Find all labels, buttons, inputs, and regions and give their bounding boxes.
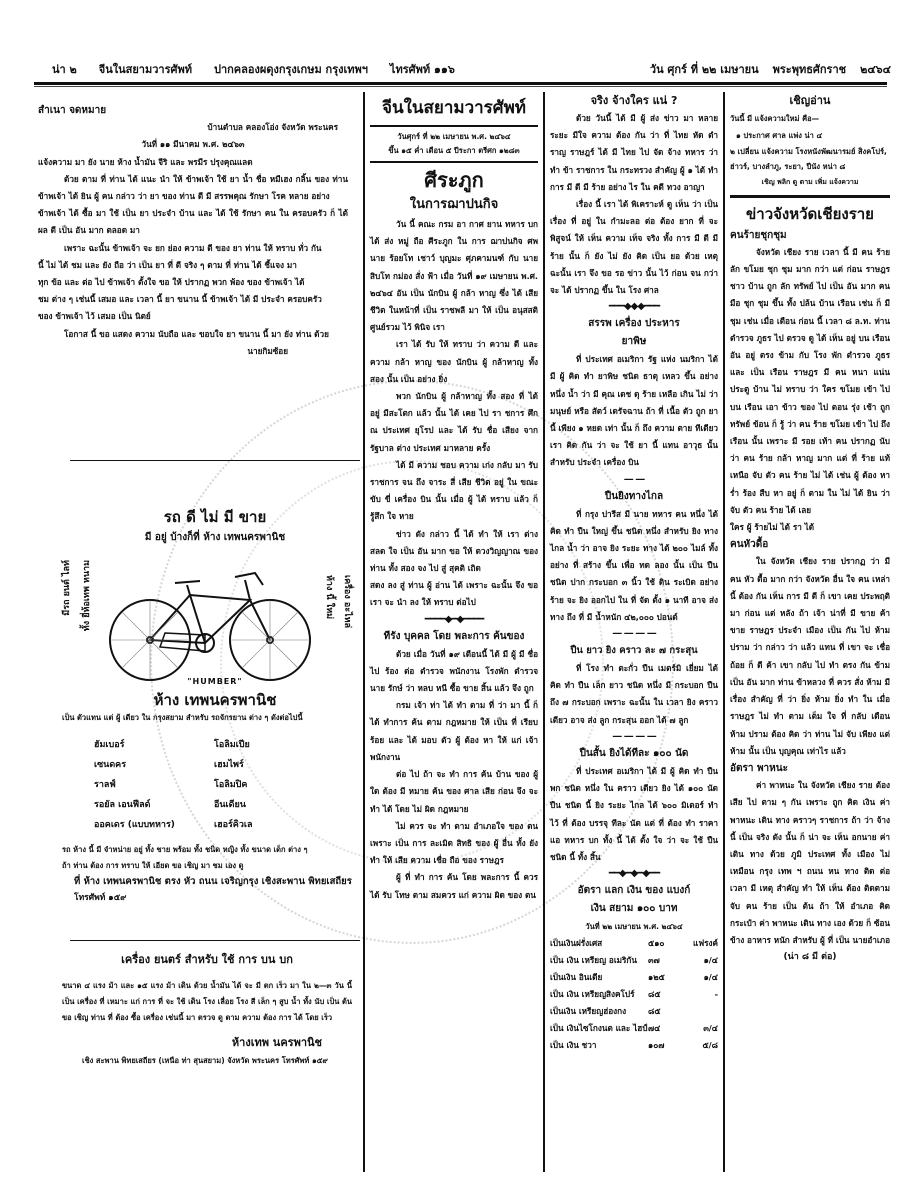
brand-item: โอลิมปิค [214,780,248,790]
letter-closing: โอกาส นี้ ขอ แสดง ความ นับถือ และ ขอบใจ ยา ขนาน นี้ มา ยัง ท่าน ด้วย [64,328,329,339]
exchange-rate-table [550,935,718,1054]
editorial-paragraph: สดง ลง สู่ ท่าน ผู้ อ่าน ได้ เพราะ ฉะนั้น จึง ขอ เรา จะ นำ ลง ให้ ทราบ ต่อไป [370,580,538,608]
question-paragraph: เรื่อง นี้ เรา ได้ พิเคราะห์ ดู เห็น ว่า เป็น เรื่อง ที่ อยู่ ใน กำมะลอ ต่อ ต้อง ยาก ที่ จะ พิสูจน์ ให้ เห็น ความ เท็จ จริง ทั้ง การ มี ดี มี ร้าย นั้น ก็ ยัง ไม่ ยัง คิด เป็น ยอ ด้วย เหตุ ฉะนั้น เรา จึง ขอ รอ ข่าว นั้น ไว้ ก่อน จน กว่า จะ ได้ ปรากฏ ขึ้น ใน โรง ศาล [550,199,718,296]
ornament-divider: ━━◆━◆━◆━━ [608,868,660,880]
gun2-paragraph: ที่ โรง ทำ ตะกั่ว ปืน เมตร์มิ เยี่ยม ได้ คิด ทำ ปืน เล็ก ยาว ชนิด หนึ่ง มี กระบอก ปืน ถึง ๗ กระบอก เพราะ ฉะนั้น ใน เวลา ยิง คราว เดียว อาจ ส่ง ลูก กระสุน ออก ได้ ๗ ลูก [550,663,718,725]
ad-headline: รถ ดี ไม่ มี ขาย [163,508,267,526]
province-subtitle: อัตรา พาหนะ [730,762,788,774]
gun3-paragraph: ที่ ประเทศ อเมริกา ได้ มี ผู้ คิด ทำ ปืน พก ชนิด หนึ่ง ใน คราว เดียว ยิง ได้ ๑๐๐ นัด ปืน ชนิด นี้ ยิง ระยะ ไกล ได้ ๖๐๐ มิเตอร์ ทำ ไว้ ที่ ต้อง บรรจุ ทีละ นัด แต่ ที่ ต้อง ทำ ราคา แอ ทหาร บก ทั้ง นี้ ได้ ตั้ง ใจ ว่า จะ ใช้ ปืน ชนิด นี้ ทั้ง สิ้น [550,765,718,862]
exchange-subtitle: เงิน สยาม ๑๐๐ บาท [590,903,678,915]
letter-paragraph: ด้วย ตาม ที่ ท่าน ได้ แนะ นำ ให้ ข้าพเจ้า ใช้ ยา น้ำ ชื่อ หมีเฮง กลิ้น ของ ท่าน ข้าพเจ้า ได้ ยิน ผู้ คน กล่าว ว่า ยา ของ ท่าน ดี มี สรรพคุณ รักษา โรค หลาย อย่าง [38,173,348,202]
news-title: ทีรัง บุคคล โดย พละการ ค้นของ [383,630,525,642]
short-divider: — — — — [612,628,656,640]
continued-note: (น่า ๘ มี ต่อ) [783,952,837,963]
editorial-paragraph: วัน นี้ คณะ กรม อา กาศ ยาน ทหาร บก ได้ ส่ง หมู่ ถือ ศีระภูก ใน การ ฌาปนกิจ ศพ นาย ร้อยโท เชาว์ บุญมะ ศุภคามนฑ์ กับ นาย สิบโท กม่อง สั่ง ฟ้า เมื่อ วันที่ ๑๙ เมษายน พ.ศ. ๒๔๖๔ อัน เป็น นักบิน ผู้ กล้า หาญ ซึ่ง ได้ เสีย ชีวิต ในหน้าที่ เป็น ราชพลี มา ให้ เป็น อนุสสติ ศูนย์รวม ไว้ พินิจ เรา [370,219,538,333]
poison-title: ยาพิษ [621,336,647,348]
masthead-rule-thin [34,86,887,87]
column-4 [730,92,890,966]
title-rule [370,161,538,163]
letter-signature: นายกิมซ้อย [247,345,288,356]
rate-row: เป็นเงิน อินเดีย ๑๒๕ ๑/๔ [550,972,718,983]
letter-title: สำเนา จดหมาย [38,105,107,116]
era-label: พระพุทธศักราช [772,63,847,76]
ad-shop-name: ห้าง เทพนครพานิช [153,691,277,709]
brand-item: ราลฟ์ [94,780,116,790]
ad-intro: เป็น ตัวแทน แต่ ผู้ เดียว ใน กรุงสยาม สำหรับ รถจักรยาน ต่าง ๆ ดังต่อไปนี้ [62,713,303,722]
ad-side-text-left-2: ทั้ง ยี่ห้อเทพ หนาม [82,560,92,632]
notice-intro: วันนี้ มี แจ้งความใหม่ คือ— [730,114,820,123]
editorial-paragraph: เรา ได้ รับ ให้ ทราบ ว่า ความ ดี และ ความ กล้า หาญ ของ นักบิน ผู้ กล้าหาญ ทั้ง สอง นั้น เป็น อย่าง ยิ่ง [370,339,538,384]
exchange-title: อัตรา แลก เงิน ของ แบงก์ [577,885,691,897]
masthead [52,58,891,80]
rate-row: เป็น เงิน เหรียญ อเมริกัน ๓๗ ๑/๔ [550,955,718,966]
short-divider: — — [623,473,645,485]
gun3-title: ปืนสั้น ยิงได้ทีละ ๑๐๐ นัด [579,747,689,759]
rate-row: เป็น เงินไซโกงนต และ ไฮป์ ๗๔ ๓/๔ [550,1023,718,1034]
editorial-paragraph: ข่าว ดัง กล่าว นี้ ได้ ทำ ให้ เรา ต่าง สลด ใจ เป็น อัน มาก ขอ ให้ ดวงวิญญาณ ของ ท่าน ทั้ง สอง จง ไป สู่ สุคติ เถิด [370,528,538,574]
ad-footer [62,842,352,906]
editorial-paragraph: ได้ มี ความ ชอบ ความ เก่ง กลับ มา รับ ราชการ จน ถึง จาระ สี่ เสีย ชีวิต อยู่ ใน ขณะ ขับ ขี่ เครื่อง บิน นั้น เมื่อ ผู้ ได้ ทราบ แล้ว ก็ รู้สึก ใจ หาย [370,459,538,522]
engine-ad-body: ขนาด ๔ แรง ม้า และ ๑๕ แรง ม้า เดิน ด้วย น้ำมัน ได้ จะ มี ตก เร็ว มา ใน ๒—๓ วัน นี้ เป็น เครื่อง ที่ เหมาะ แก่ การ ที่ จะ ใช้ เดิน โรง เลื่อย โรง สี เล็ก ๆ สูบ น้ำ ทั้ง นับ เป็น ต้น ขอ เชิญ ท่าน ที่ ต้อง ซื้อ เครื่อง เช่นนี้ มา ตรวจ ดู ตาม ความ ต้อง การ ได้ โดย เร็ว [62,980,352,1022]
letter-paragraph: ชม ต่าง ๆ เช่นนี้ เสมอ และ เวลา นี้ ยา ขนาน นี้ ข้าพเจ้า ได้ มี ประจำ ครอบครัว [38,294,322,305]
ad-footer-line: ถ้า ท่าน ต้อง การ ทราบ ให้ เอียด ขอ เชิญ มา ชม เอง ดู [62,861,244,870]
ornament-divider: ━━━━◆━◆━━━━ [424,613,484,625]
brand-item: ฮัมเบอร์ [94,740,125,750]
gun1-title: ปืนยิงทางไกล [604,490,664,502]
province-paragraph: จังหวัด เชียง ราย เวลา นี้ มี คน ร้าย ลัก ขโมย ชุก ชุม มาก กว่า แต่ ก่อน ราษฎร ชาว บ้าน ถูก ลัก ทรัพย์ ไป เป็น อัน มาก คน มือ ชุก ชุม ขึ้น ทั้ง ปล้น บ้าน เรือน เช่น ก็ มี ชุม เช่น เมื่อ เดือน ก่อน นี้ เวลา ๘ ล.ท. ท่าน ตำรวจ ภูธร ไป ตรวจ ดู ได้ เห็น อยู่ บน เรือน อัน อยู่ ตรง ข้าม กับ โรง พัก ตำรวจ ภูธร และ เป็น เรือน ราษฎร มี คน หนา แน่น ประตู บ้าน ไม่ ทราบ ว่า ใคร ขโมย เข้า ไป บน เรือน เอา ข้าว ของ ไป ตอน รุ่ง เช้า ถูก ทรัพย์ ข้อน ก็ รู้ ว่า คน ร้าย ขโมย เข้า ไป ถึง เรือน นั้น เพราะ มี รอย เท้า คน ปรากฏ นับ ว่า คน ร้าย กล้า หาญ มาก แต่ ที่ ร้าย แท้ เหนือ จับ ตัว คน ร้าย ไม่ ได้ เช่น ผู้ ต้อง หา ร่ำ ร้อง สืบ หา อยู่ ก็ ตาม ใน ไม่ ได้ ยิน ว่า จับ ตัว คน ร้าย ได้ เลย [730,246,890,515]
paper-name: จีนในสยามวารศัพท์ [98,63,192,76]
province-paragraph-end: ใคร ผู้ ร้ายไม่ ได้ รา ได้ [730,522,815,533]
engine-ad-shop: ห้างเทพ นครพานิช [231,1036,322,1049]
letter-address: บ้านตำบล คลองโอ่ง จังหวัด พระนคร [207,122,338,133]
province-paragraph: ใน จังหวัด เชียง ราย ปรากฏ ว่า มี คน หัว ดื้อ มาก กว่า จังหวัด อื่น ใจ คน เหล่า นี้ ต้อง กัน เห็น การ มี ดี ก็ เขา เคย ประพฤติ มา ก่อน แต่ หลัง ถ้า เจ้า น่าที่ มี ขาย ค้า ขาย ราษฎร ประจำ เมือง เป็น กัน ไป ห้าม ปราม ว่า กล่าว ว่า แล้ว แทน ที่ เขา จะ เชื่อ ถ้อย ก็ ดี ค้า เขา กลับ ไป ทำ ตรง กัน ข้าม เป็น อัน มาก ท่าน ข้าหลวง ที่ ควร สั่ง ห้าม มี เรื่อง สำคัญ ที่ ว่า ยิ่ง ห้าม ยิ่ง ทำ ใน เมื่อ ราษฎร ไม่ ทำ ตาม เต็ม ใจ ที่ กลับ เดือน ห้าม ปราม ต้อง คิด ว่า ท่าน ไม่ จับ เพียง แต่ ห้าม นั้น เป็น บุญคุณ เท่าไร แล้ว [730,556,890,756]
issue-date: วัน ศุกร์ ที่ ๒๒ เมษายน [649,63,759,76]
poison-paragraph: ที่ ประเทศ อเมริกา รัฐ แห่ง นมริกา ได้ มี ผู้ คิด ทำ ยาพิษ ชนิด ธาตุ เหลว ขึ้น อย่าง หนึ่ง น้ำ ว่า มี คุณ เดช ดุ ร้าย เหลือ เกิน ไม่ ว่า มนุษย์ หรือ สัตว์ เดรัจฉาน ถ้า ที่ เนื้อ ตัว ถูก ยา นี้ เพียง ๑ หยด เท่า นั้น ก็ ถึง ความ ตาย ทีเดียว เรา คิด กัน ว่า จะ ใช้ ยา นี้ แทน อาวุธ นั้น สำหรับ ประจำ เครื่อง บิน [550,354,718,468]
brand-item: อีนเดียน [214,800,246,810]
province-title: ข่าวจังหวัดเชียงราย [746,204,874,223]
engine-ad-title: เครื่อง ยนตร์ สำหรับ ใช้ การ บน บก [121,953,293,966]
ad-footer-line: รถ ห้าง นี้ มี จำหน่าย อยู่ ทั้ง ชาย พร้อม ทั้ง ชนิด หญิง ทั้ง ขนาด เด็ก ต่าง ๆ [62,845,308,854]
province-subtitle: คนหัวดื้อ [730,539,769,551]
editorial-subtitle: ในการฌาปนกิจ [409,197,499,212]
weapons-title: สรรพ เครื่อง ประหาร [588,318,680,330]
section-divider [70,940,360,941]
title-rule [370,125,538,127]
province-subtitle: คนร้ายชุกชุม [730,229,787,241]
section-divider [70,460,360,461]
phone: ไทรศัพท์ ๑๑๖ [389,63,455,76]
letter-paragraph: ทุก ข้อ และ ต่อ ไป ข้าพเจ้า ตั้งใจ ขอ ให้ ปรากฏ พวก พ้อง ของ ข้าพเจ้า ได้ [38,277,305,288]
letter-paragraph: ของ ข้าพเจ้า ไว้ เสมอ เป็น นิตย์ [38,311,151,322]
rate-row: เป็น เงิน ชวา ๑๐๗ ๕/๘ [550,1040,718,1051]
ad-side-text-right-1: ห้าง นี้ ใหม่ [324,575,334,620]
editorial-paragraph: พวก นักบิน ผู้ กล้าหาญ ทั้ง สอง ที่ ได้ อยู่ มีสะโตก แล้ว นั้น ได้ เคย ไป รา ชการ ศึก ณ ประเทศ ยุโรป และ ได้ รับ ชื่อ เสียง จาก รัฐบาล ต่าง ประเทศ มาหลาย ครั้ง [370,391,538,453]
news-paragraph: ไม่ ควร จะ ทำ ตาม อำเภอใจ ของ ตน เพราะ เป็น การ ละเมิด สิทธิ ของ ผู้ อื่น ทั้ง ยัง ทำ ให้ เสีย ความ เชื่อ ถือ ของ ราษฎร [370,820,538,866]
engine-ad-address: เชิง สะพาน พิทยเสถียร (เหนือ ท่า สุนสยาม) จังหวัด พระนคร โทรศัพท์ ๑๕๙ [82,1056,328,1065]
exchange-date: วันที่ ๒๒ เมษายน พ.ศ. ๒๔๖๔ [585,922,683,932]
page-number: น่า ๒ [52,63,77,76]
ad-footer-location: ที่ ห้าง เทพนครพานิช ตรง หัว ถนน เจริญกรุง เชิงสะพาน พิทยเสถียร [74,876,352,887]
lunar-date-line: ขึ้น ๑๕ ค่ำ เดือน ๕ ปีระกา ตรีศก ๑๒๘๓ [388,146,520,155]
column-3 [550,92,718,1054]
column-rule [723,92,725,1172]
letter-paragraph: นี้ ไม่ ได้ ชม และ ยัง ถือ ว่า เป็น ยา ที่ ดี จริง ๆ ตาม ที่ ท่าน ได้ ชี้แจง มา [38,259,297,270]
notice-item: ๒ เปลี่ยน แจ้งความ โรงหนังพัฒนารมย์ สิงคโปร์, ฮ่าวร์, บางลำภู, ระยา, ปีนัง หน่า ๘ [730,147,887,172]
column-rule [543,92,545,1172]
news-paragraph: ผู้ ที่ ทำ การ ค้น โดย พละการ นี้ ควร ได้ รับ โทษ ตาม สมควร แก่ ความ ผิด ของ ตน [370,872,538,900]
province-paragraph: ค่า พาหนะ ใน จังหวัด เชียง ราย ต้อง เสีย ไป ตาม ๆ กัน เพราะ ถูก คิด เงิน ค่า พาหนะ เดิน ทาง คราวๆ ราชการ ถ้า ว่า จ้าง นี้ เป็น จริง ดัง นั้น ก็ น่า จะ เห็น อกนาย ค่า เดิน ทาง ด้วย ภูมิ ประเทศ ทั้ง เมือง ไม่ เหมือน กรุง เทพ ฯ ถนน หน ทาง ติด ต่อ เวลา มี เหตุ สำคัญ ทำ ให้ เห็น ต้อง ติดตาม จับ คน ร้าย เป็น ต้น ถ้า ให้ อำเภอ คิด กระเป๋า ค่า พาหนะ เดิน ทาง เอง ด้วย ก็ ซ้อน ข้าง อาหาร หนัก สำหรับ ผู้ ที่ เป็น นายอำเภอ [730,780,890,945]
short-divider: — — — — [612,730,656,742]
brand-item: เซนดคร [94,760,127,770]
gun2-title: ปืน ยาว ยิง คราว ละ ๗ กระสุน [570,645,698,657]
letter-paragraph: ข้าพเจ้า ได้ ซื้อ มา ใช้ เป็น ยา ประจำ บ้าน และ ได้ ใช้ รักษา คน ใน ครอบครัว ก็ ได้ ผล ดี เป็น อัน มาก ตลอด มา [38,208,348,236]
brand-item: เฮมไพร์ [214,760,244,770]
news-paragraph: ต่อ ไป ถ้า จะ ทำ การ ค้น บ้าน ของ ผู้ ใด ต้อง มี หมาย ค้น ของ ศาล เสีย ก่อน จึง จะ ทำ ได้ โดย ไม่ ผิด กฎหมาย [370,769,538,814]
brand-item: ออคเดร (แบบทหาร) [94,820,175,830]
rate-row: เป็นเงิน เหรียญฮ่องกง ๘๕ [550,1006,661,1017]
column-1 [38,92,348,360]
ad-subhead: มี อยู่ บ้างก็ที่ ห้าง เทพนครพานิช [144,532,286,543]
notice-item: ๑ ประกาศ ศาล แพ่ง น่า ๔ [736,131,823,141]
ad-footer-phone: โทรศัพท์ ๑๕๙ [74,893,127,903]
ad-brand: "HUMBER" [187,677,243,686]
section-rule [730,195,890,198]
question-title: จริง จ้างใคร แน่ ? [590,94,678,107]
issue-date-line: วันศุกร์ ที่ ๒๒ เมษายน พ.ศ. ๒๔๖๔ [397,132,511,141]
editorial-title: ศีระภูก [424,168,484,192]
brand-list [80,735,334,835]
letter-salutation: แจ้งความ มา ยัง นาย ห้าง น้ำมัน จีริ และ พรมีร ปรุงคุณแลด [38,156,253,167]
letter-paragraph: เพราะ ฉะนั้น ข้าพเจ้า จะ ยก ย่อง ความ ดี ของ ยา ท่าน ให้ ทราบ ทั่ว กัน [64,242,322,253]
column-rule [363,92,365,1172]
news-paragraph: ด้วย เมื่อ วันที่ ๑๙ เดือนนี้ ได้ มี ผู้ มี ชื่อ ไป ร้อง ต่อ ตำรวจ พนักงาน โรงพัก ตำรวจ นาย รักษ์ ว่า หลบ หนี ซื้อ ขาย สิ้น แล้ว จึง ถูก [370,648,538,694]
masthead-rule [34,82,887,85]
gun1-paragraph: ที่ กรุง ปารีส มี นาย ทหาร คน หนึ่ง ได้ คิด ทำ ปืน ใหญ่ ขึ้น ชนิด หนึ่ง สำหรับ ยิง ทาง ไกล น้ำ ว่า อาจ ยิง ระยะ ทาง ได้ ๒๐๐ ไมล์ ทั้ง อย่าง ที่ สร้าง ขึ้น เพื่อ ทด ลอง นั้น เป็น ปืน ชนิด ปาก กระบอก ๓ นิ้ว ใช้ ดิน ระเบิด อย่าง ร้าย จะ ยิง ออกไป ใน ที่ จัด ตั้ง ๑ นาที อาจ ส่ง ทาง ถึง ที่ มี น้ำหนัก ๔๒,๐๐๐ ปอนด์ [550,508,718,622]
brand-item: เฮอร์คิวเล [214,820,253,830]
question-paragraph: ด้วย วันนี้ ได้ มี ผู้ ส่ง ข่าว มา หลาย ระยะ มีใจ ความ ต้อง กัน ว่า ที่ ไทย หัด ตำราญ ราษฎร์ ได้ มี ไทย ไป จัด จ้าง ทหาร ว่า ทำ ข้า ราชการ ใน กระทรวง สำคัญ ผู้ ๑ ได้ ทำ การ มี ดี มี ร้าย อย่าง ไร ใน คดี ทวง อาญา [550,113,718,192]
notice-title: เชิญอ่าน [789,94,831,107]
engine-advertisement [62,950,352,1067]
brand-item: รอยัล เอนฟีลด์ [94,800,151,810]
paper-title: จีนในสยามวารศัพท์ [381,98,527,118]
address: ปากคลองผดุงกรุงเกษม กรุงเทพฯ [213,63,368,76]
issue-year: ๒๔๖๔ [860,63,891,76]
rate-row: เป็น เงิน เหรียญสิงคโปร์ ๘๕ - [550,989,718,1000]
bicycle-illustration [105,555,315,685]
brand-item: โอลิมเปีย [214,740,250,750]
rate-row: เป็นเงินฝรั่งเศส ๕๑๐ แฟรงค์ [550,938,718,949]
column-2 [370,92,538,904]
notice-footer: เชิญ พลิก ดู ตาม เพิ่ม แจ้งความ [761,178,859,187]
ad-side-text-right-2: เครื่อง อะไหล่ [342,575,352,629]
ad-side-text-left-1: มีรถ ยนต์ ไลท์ [62,560,72,616]
ornament-divider: ━━━◆◆◆━━━ [608,301,660,313]
news-paragraph: กรม เจ้า ท่า ได้ ทำ ตาม ที่ ว่า มา นี้ ก็ ได้ ทำการ ค้น ตาม กฎหมาย ให้ เป็น ที่ เรียบ ร้อย และ ได้ มอบ ตัว ผู้ ต้อง หา ให้ แก่ เจ้า พนักงาน [370,700,538,762]
letter-date: วันที่ ๑๑ มีนาคม พ.ศ. ๒๔๖๓ [141,139,245,150]
